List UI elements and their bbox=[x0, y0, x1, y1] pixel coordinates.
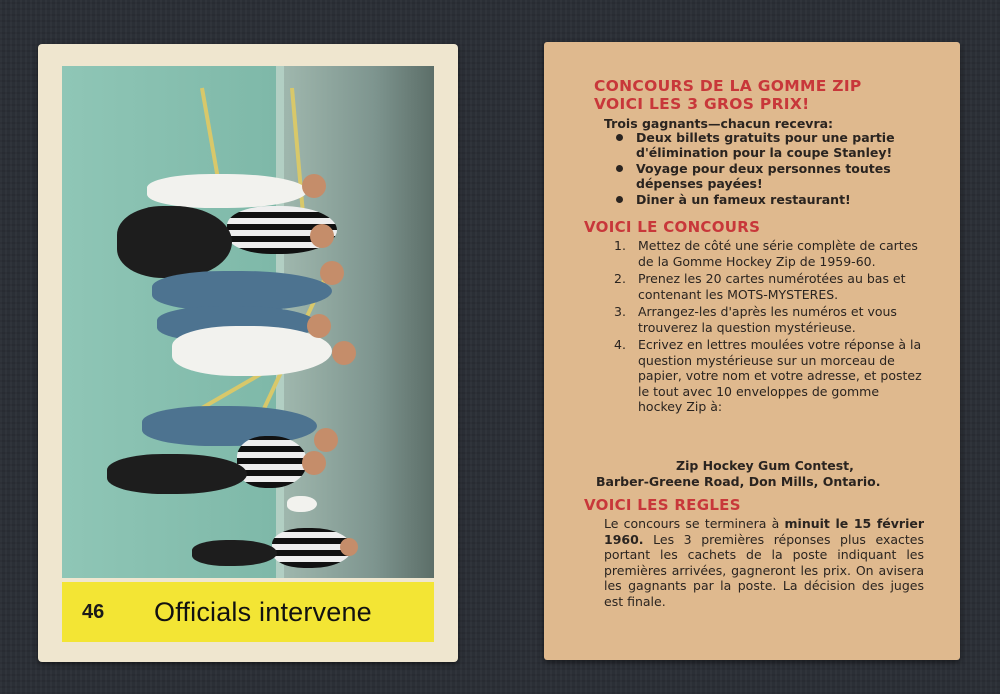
referee-pants bbox=[117, 206, 232, 278]
player-figure bbox=[152, 271, 332, 311]
player-head bbox=[320, 261, 344, 285]
contest-step: 3. Arrangez-les d'après les numéros et vous trouverez la question mystérieuse. bbox=[614, 304, 897, 335]
referee-figure bbox=[237, 436, 307, 488]
player-head bbox=[307, 314, 331, 338]
referee-head bbox=[302, 451, 326, 475]
card-back bbox=[544, 42, 960, 660]
card-caption-bar bbox=[62, 582, 434, 642]
player-head bbox=[332, 341, 356, 365]
address-line-2: Barber-Greene Road, Don Mills, Ontario. bbox=[596, 474, 881, 489]
card-number: 46 bbox=[82, 600, 105, 623]
linesman-pants bbox=[192, 540, 277, 566]
player-head bbox=[314, 428, 338, 452]
prize-item: Deux billets gratuits pour une partie d'élimination pour la coupe Stanley! bbox=[636, 130, 926, 160]
bullet-icon bbox=[616, 196, 623, 203]
address-line-1: Zip Hockey Gum Contest, bbox=[676, 458, 854, 473]
player-figure bbox=[172, 326, 332, 376]
player-figure bbox=[147, 174, 307, 208]
spectator-figure bbox=[287, 496, 317, 512]
referee-pants bbox=[107, 454, 247, 494]
rules-heading: VOICI LES REGLES bbox=[584, 496, 741, 514]
prize-intro: Trois gagnants—chacun recevra: bbox=[604, 116, 834, 131]
card-front bbox=[38, 44, 458, 662]
bullet-icon bbox=[616, 165, 623, 172]
contest-heading-line2: VOICI LES 3 GROS PRIX! bbox=[594, 95, 810, 113]
contest-steps bbox=[614, 238, 924, 417]
bullet-icon bbox=[616, 134, 623, 141]
prize-list bbox=[636, 130, 926, 208]
contest-step: 4. Ecrivez en lettres moulées votre réponse à la question mystérieuse sur un morceau de papier, votre nom et votre adresse, et postez le tout avec 10 enveloppes de gomme hockey Zip à: bbox=[614, 337, 922, 414]
prize-item: Diner à un fameux restaurant! bbox=[636, 192, 926, 207]
contest-heading bbox=[594, 77, 862, 113]
rules-text: Le concours se terminera à minuit le 15 février 1960. Les 3 premières réponses plus exactes portant les cachets de la poste indiquant les premières arrivées, gagneront les prix. On avisera les gagnants par la poste. La décision des juges est finale. bbox=[604, 516, 924, 609]
prize-item: Voyage pour deux personnes toutes dépenses payées! bbox=[636, 161, 926, 191]
contest-heading-line1: CONCOURS DE LA GOMME ZIP bbox=[594, 77, 862, 95]
player-head bbox=[302, 174, 326, 198]
hockey-photo bbox=[62, 66, 434, 578]
contest-step: 1. Mettez de côté une série complète de cartes de la Gomme Hockey Zip de 1959-60. bbox=[614, 238, 918, 269]
referee-head bbox=[310, 224, 334, 248]
linesman-head bbox=[340, 538, 358, 556]
card-title: Officials intervene bbox=[154, 596, 372, 627]
contest-section-heading: VOICI LE CONCOURS bbox=[584, 218, 761, 236]
contest-step: 2. Prenez les 20 cartes numérotées au bas et contenant les MOTS-MYSTERES. bbox=[614, 271, 906, 302]
